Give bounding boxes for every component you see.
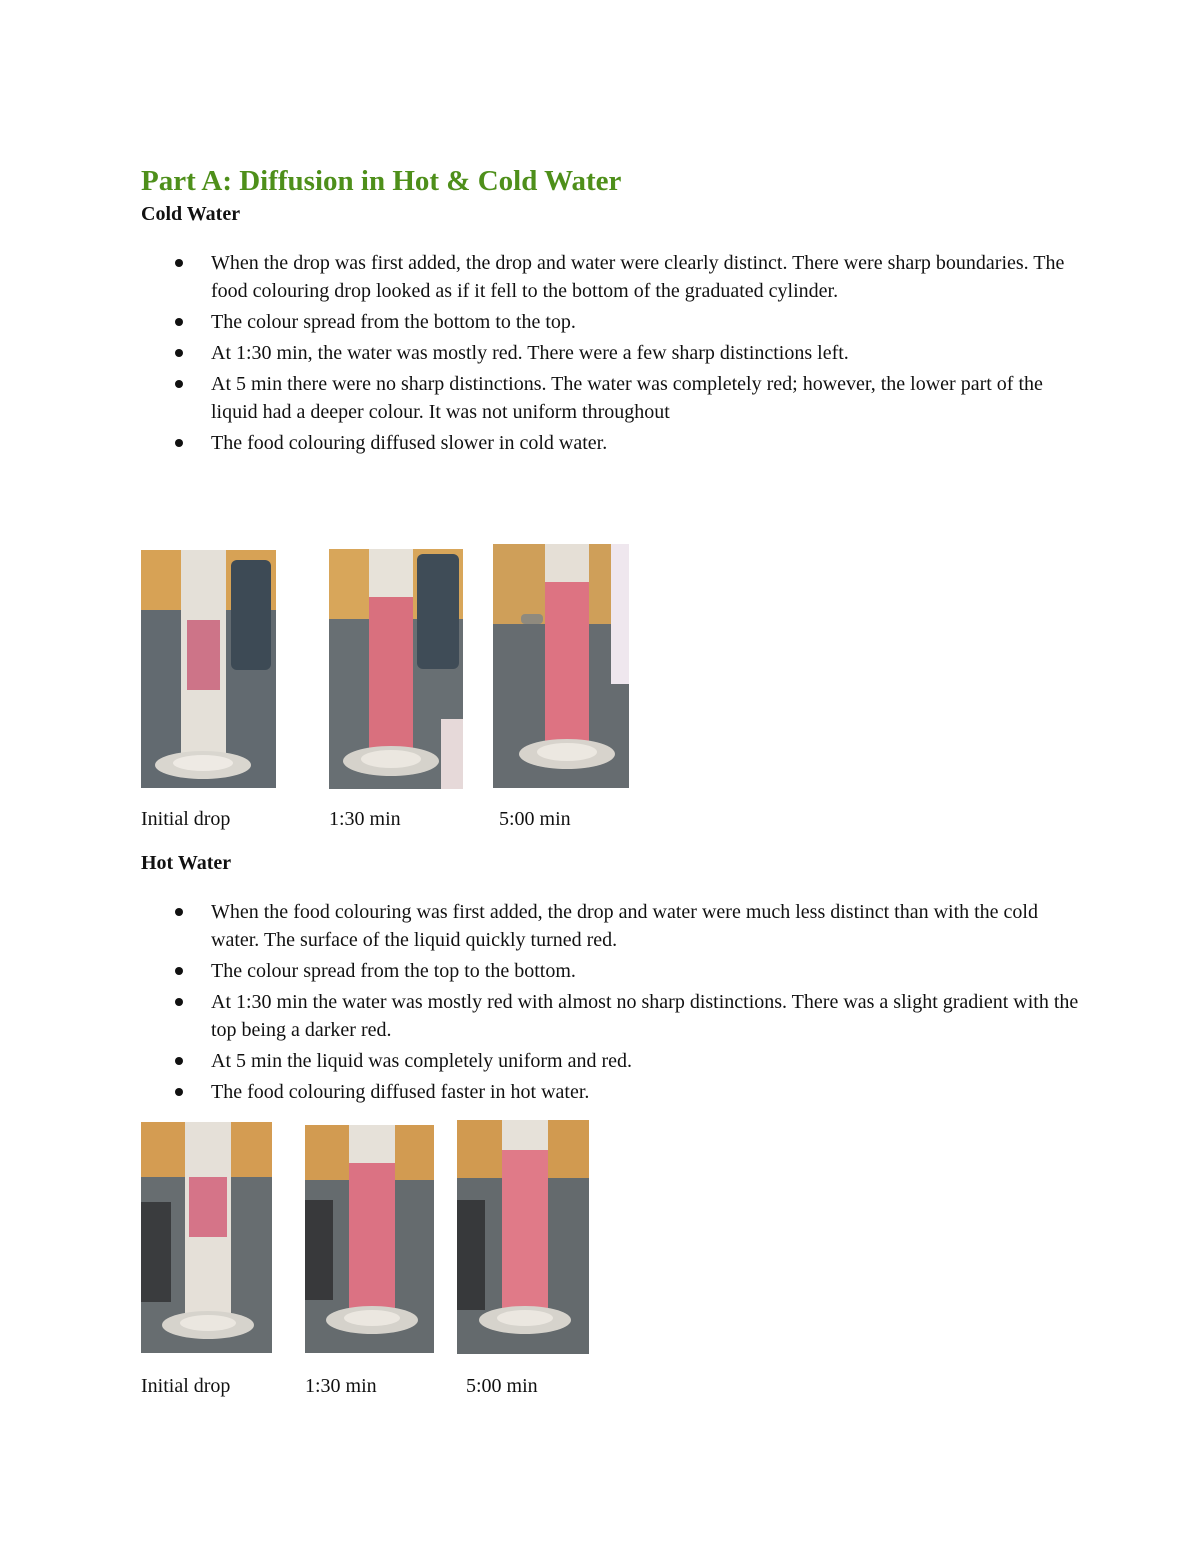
list-item: The food colouring diffused faster in hot water.	[141, 1078, 1081, 1106]
bullet-icon	[175, 318, 183, 326]
graduated-cylinder-icon	[457, 1120, 589, 1354]
bullet-icon	[175, 908, 183, 916]
cold-initial-drop-caption: Initial drop	[141, 808, 231, 830]
list-item: At 1:30 min, the water was mostly red. There were a few sharp distinctions left.	[141, 339, 1081, 367]
list-item: At 5 min there were no sharp distinctions. The water was completely red; however, the lower part of the liquid had a deeper colour. It was not uniform throughout	[141, 370, 1081, 426]
bullet-icon	[175, 349, 183, 357]
list-item: At 5 min the liquid was completely uniform and red.	[141, 1047, 1081, 1075]
cold-5-00-photo	[493, 544, 629, 788]
hot-water-bullet-list	[141, 898, 1081, 1109]
cold-water-heading: Cold Water	[141, 203, 241, 225]
list-item: When the food colouring was first added, the drop and water were much less distinct than with the cold water. The surface of the liquid quickly turned red.	[141, 898, 1081, 954]
hot-initial-drop-photo	[141, 1122, 272, 1353]
graduated-cylinder-icon	[305, 1125, 434, 1353]
hot-initial-drop-caption: Initial drop	[141, 1375, 231, 1397]
hot-water-heading: Hot Water	[141, 852, 232, 874]
graduated-cylinder-icon	[141, 550, 276, 788]
bullet-icon	[175, 380, 183, 388]
list-item: The colour spread from the top to the bottom.	[141, 957, 1081, 985]
bullet-icon	[175, 1088, 183, 1096]
cold-1-30-photo	[329, 549, 463, 789]
bullet-icon	[175, 998, 183, 1006]
hot-1-30-photo	[305, 1125, 434, 1353]
cold-1-30-caption: 1:30 min	[329, 808, 401, 830]
bullet-icon	[175, 1057, 183, 1065]
hot-5-00-photo	[457, 1120, 589, 1354]
graduated-cylinder-icon	[141, 1122, 272, 1353]
bullet-icon	[175, 439, 183, 447]
hot-1-30-caption: 1:30 min	[305, 1375, 377, 1397]
graduated-cylinder-icon	[493, 544, 629, 788]
cold-5-00-caption: 5:00 min	[499, 808, 571, 830]
list-item: The colour spread from the bottom to the top.	[141, 308, 1081, 336]
bullet-icon	[175, 259, 183, 267]
cold-initial-drop-photo	[141, 550, 276, 788]
list-item: The food colouring diffused slower in cold water.	[141, 429, 1081, 457]
hot-5-00-caption: 5:00 min	[466, 1375, 538, 1397]
bullet-icon	[175, 967, 183, 975]
list-item: At 1:30 min the water was mostly red with almost no sharp distinctions. There was a slight gradient with the top being a darker red.	[141, 988, 1081, 1044]
graduated-cylinder-icon	[329, 549, 463, 789]
page-title: Part A: Diffusion in Hot & Cold Water	[141, 165, 622, 197]
list-item: When the drop was first added, the drop and water were clearly distinct. There were sharp boundaries. The food colouring drop looked as if it fell to the bottom of the graduated cylinder.	[141, 249, 1081, 305]
cold-water-bullet-list	[141, 249, 1081, 460]
